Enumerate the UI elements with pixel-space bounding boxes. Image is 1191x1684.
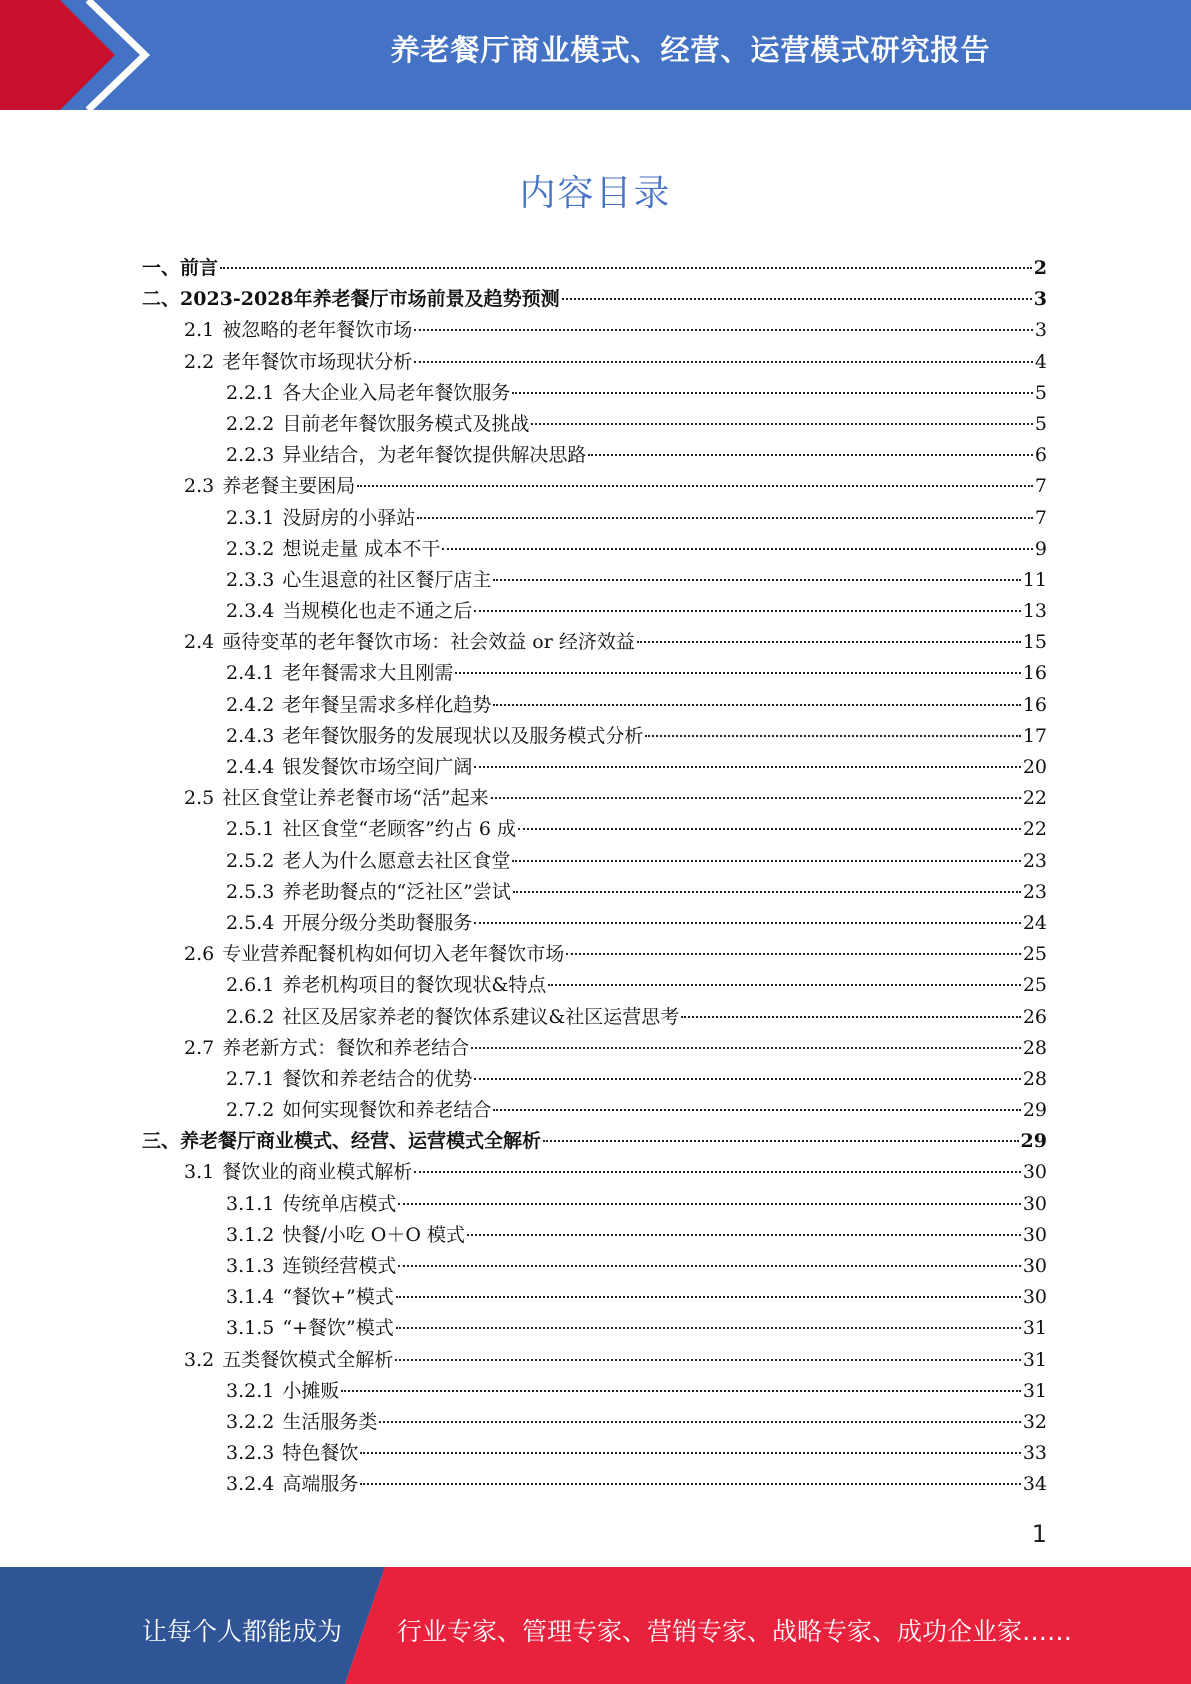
toc-entry-page: 30 — [1022, 1161, 1047, 1184]
toc-entry-title: 社区食堂“老顾客”约占 6 成 — [282, 818, 516, 841]
toc-entry-page: 9 — [1034, 537, 1047, 560]
toc-dot-leader — [395, 1359, 1021, 1361]
toc-dot-leader — [474, 610, 1020, 612]
toc-entry[interactable] — [142, 814, 1047, 845]
toc-entry-title: 想说走量 成本不干 — [282, 537, 441, 560]
toc-entry[interactable] — [142, 658, 1047, 689]
toc-dot-leader — [396, 1296, 1021, 1298]
toc-entry-number: 2.2 — [184, 350, 215, 373]
toc-entry-page: 28 — [1022, 1067, 1047, 1090]
toc-entry-number: 2.4 — [184, 631, 215, 654]
footer-slogan-right: 行业专家、管理专家、营销专家、战略专家、成功企业家…… — [397, 1617, 1073, 1646]
toc-entry-number: 2.5.1 — [226, 818, 275, 841]
toc-entry-page: 31 — [1022, 1379, 1047, 1402]
toc-entry[interactable] — [142, 596, 1047, 627]
toc-entry[interactable] — [142, 565, 1047, 596]
toc-dot-leader — [493, 579, 1020, 581]
toc-entry[interactable] — [142, 1251, 1047, 1282]
toc-entry-number: 3.1.4 — [226, 1286, 275, 1309]
toc-entry-title: “餐饮+”模式 — [282, 1286, 394, 1309]
report-title: 养老餐厅商业模式、经营、运营模式研究报告 — [390, 33, 991, 67]
toc-entry-title: 养老餐主要困局 — [222, 475, 356, 498]
toc-dot-leader — [417, 517, 1033, 519]
toc-entry-page: 20 — [1022, 756, 1047, 778]
toc-entry-title: 心生退意的社区餐厅店主 — [282, 568, 492, 591]
toc-entry-page: 25 — [1022, 974, 1047, 997]
toc-entry-number: 3.2 — [184, 1348, 215, 1371]
toc-entry-title: 连锁经营模式 — [282, 1255, 397, 1277]
toc-dot-leader — [455, 672, 1020, 674]
toc-entry-page: 22 — [1022, 787, 1047, 810]
toc-entry[interactable] — [142, 315, 1047, 346]
toc-entry-number: 2.7.1 — [226, 1067, 275, 1090]
toc-entry[interactable] — [142, 877, 1047, 908]
toc-dot-leader — [360, 1483, 1020, 1485]
toc-dot-leader — [414, 1171, 1021, 1173]
toc-entry[interactable] — [142, 752, 1047, 783]
toc-dot-leader — [637, 641, 1021, 643]
toc-entry-page: 7 — [1034, 475, 1047, 498]
toc-entry[interactable] — [142, 1157, 1047, 1188]
toc-entry-page: 7 — [1034, 506, 1047, 529]
toc-entry-page: 26 — [1022, 1005, 1047, 1028]
toc-entry-page: 4 — [1034, 350, 1047, 373]
toc-entry-page: 23 — [1022, 849, 1047, 872]
toc-dot-leader — [531, 423, 1033, 425]
toc-entry-number: 2.6.2 — [226, 1005, 275, 1028]
toc-entry[interactable] — [142, 378, 1047, 409]
toc-entry-title: 银发餐饮市场空间广阔 — [282, 756, 473, 778]
toc-dot-leader — [645, 735, 1020, 737]
toc-dot-leader — [566, 953, 1021, 955]
toc-entry-title: 养老机构项目的餐饮现状&特点 — [282, 974, 547, 997]
toc-entry-number: 3.2.3 — [226, 1442, 275, 1465]
toc-entry[interactable] — [142, 1064, 1047, 1095]
toc-entry[interactable] — [142, 1033, 1047, 1064]
toc-dot-leader — [474, 922, 1020, 924]
toc-entry-page: 15 — [1022, 631, 1047, 654]
toc-dot-leader — [396, 1327, 1021, 1329]
toc-entry-title: 社区食堂让养老餐市场“活”起来 — [222, 787, 489, 810]
toc-dot-leader — [562, 298, 1032, 300]
toc-entry-number: 3.1 — [184, 1161, 215, 1184]
toc-entry-title: 异业结合，为老年餐饮提供解决思路 — [282, 444, 587, 467]
toc-entry-number: 2.6 — [184, 943, 215, 966]
toc-entry-page: 30 — [1022, 1286, 1047, 1309]
toc-entry-number: 2.3.3 — [226, 568, 275, 591]
toc-entry-number: 2.5 — [184, 787, 215, 810]
toc-dot-leader — [513, 891, 1021, 893]
toc-dot-leader — [543, 1140, 1019, 1142]
toc-entry-number: 3.2.1 — [226, 1379, 275, 1402]
toc-dot-leader — [220, 267, 1032, 269]
toc-entry-title: 传统单店模式 — [282, 1192, 397, 1215]
toc-entry-title: 开展分级分类助餐服务 — [282, 911, 473, 934]
toc-entry-number: 2.4.1 — [226, 662, 275, 685]
toc-entry-title: 二、2023-2028年养老餐厅市场前景及趋势预测 — [142, 288, 560, 311]
toc-entry-title: 老年餐呈需求多样化趋势 — [282, 693, 492, 716]
toc-dot-leader — [471, 1047, 1021, 1049]
toc-entry-page: 17 — [1022, 724, 1047, 747]
toc-entry-page: 33 — [1022, 1442, 1047, 1465]
toc-dot-leader — [512, 860, 1020, 862]
toc-dot-leader — [512, 392, 1033, 394]
toc-entry[interactable] — [142, 1376, 1047, 1407]
toc-entry-page: 3 — [1034, 319, 1047, 342]
toc-entry[interactable] — [142, 846, 1047, 877]
toc-entry-number: 2.5.3 — [226, 880, 275, 903]
toc-entry-number: 3.2.4 — [226, 1473, 275, 1496]
toc-dot-leader — [379, 1421, 1020, 1423]
header-arrow-decoration — [0, 0, 170, 110]
toc-entry-title: 餐饮业的商业模式解析 — [222, 1161, 413, 1184]
toc-entry-page: 31 — [1022, 1317, 1047, 1340]
toc-entry-title: 被忽略的老年餐饮市场 — [222, 319, 413, 342]
toc-entry[interactable] — [142, 1220, 1047, 1251]
toc-entry-title: 专业营养配餐机构如何切入老年餐饮市场 — [222, 943, 565, 966]
toc-dot-leader — [548, 984, 1021, 986]
toc-entry[interactable] — [142, 1438, 1047, 1469]
toc-entry-title: 三、养老餐厅商业模式、经营、运营模式全解析 — [142, 1130, 542, 1153]
toc-entry[interactable] — [142, 970, 1047, 1001]
toc-entry-title: 亟待变革的老年餐饮市场：社会效益 or 经济效益 — [222, 631, 635, 654]
toc-entry-title: 高端服务 — [282, 1473, 359, 1496]
toc-entry-number: 2.3.1 — [226, 506, 275, 529]
toc-entry[interactable] — [142, 1189, 1047, 1220]
toc-entry-page: 30 — [1022, 1255, 1047, 1277]
toc-entry[interactable] — [142, 503, 1047, 534]
toc-entry-number: 2.2.1 — [226, 381, 275, 404]
toc-entry-page: 6 — [1034, 444, 1047, 467]
toc-entry-number: 2.2.3 — [226, 444, 275, 467]
toc-entry-page: 25 — [1022, 943, 1047, 966]
toc-entry[interactable] — [142, 1407, 1047, 1438]
header-band — [0, 0, 1191, 110]
toc-dot-leader — [518, 828, 1021, 830]
toc-entry-page: 30 — [1022, 1192, 1047, 1215]
toc-dot-leader — [493, 1109, 1020, 1111]
toc-entry[interactable] — [142, 690, 1047, 721]
toc-entry-page: 13 — [1022, 600, 1047, 623]
toc-entry-title: 社区及居家养老的餐饮体系建议&社区运营思考 — [282, 1005, 680, 1028]
toc-entry-number: 2.2.2 — [226, 412, 275, 435]
toc-entry[interactable] — [142, 1313, 1047, 1344]
toc-entry-number: 2.7.2 — [226, 1099, 275, 1122]
toc-dot-leader — [414, 329, 1033, 331]
toc-dot-leader — [474, 766, 1020, 768]
toc-entry-page: 22 — [1022, 818, 1047, 841]
toc-entry-title: 养老助餐点的“泛社区”尝试 — [282, 880, 511, 903]
toc-entry[interactable] — [142, 471, 1047, 502]
toc-entry[interactable] — [142, 1002, 1047, 1033]
toc-entry-title: 养老新方式：餐饮和养老结合 — [222, 1036, 470, 1059]
toc-entry-number: 3.1.3 — [226, 1255, 275, 1277]
page-number: 1 — [1031, 1520, 1047, 1548]
toc-dot-leader — [341, 1390, 1020, 1392]
toc-entry[interactable] — [142, 721, 1047, 752]
toc-entry[interactable] — [142, 1095, 1047, 1126]
toc-dot-leader — [493, 704, 1020, 706]
toc-entry-page: 5 — [1034, 381, 1047, 404]
toc-entry-title: 快餐/小吃 O＋O 模式 — [282, 1223, 465, 1246]
toc-entry-number: 2.4.3 — [226, 724, 275, 747]
toc-entry-number: 2.5.4 — [226, 911, 275, 934]
toc-entry-page: 28 — [1022, 1036, 1047, 1059]
footer-slogan-left: 让每个人都能成为 — [142, 1617, 343, 1646]
toc-entry[interactable] — [142, 1126, 1047, 1157]
toc-entry-page: 2 — [1033, 257, 1047, 279]
toc-entry-title: 餐饮和养老结合的优势 — [282, 1067, 473, 1090]
toc-entry[interactable] — [142, 1282, 1047, 1313]
toc-entry-number: 2.3.4 — [226, 600, 275, 623]
toc-entry-page: 3 — [1033, 288, 1047, 311]
toc-entry-number: 2.5.2 — [226, 849, 275, 872]
toc-entry-number: 2.7 — [184, 1036, 215, 1059]
toc-entry-title: 生活服务类 — [282, 1410, 378, 1433]
toc-entry-page: 30 — [1022, 1223, 1047, 1246]
toc-entry-title: 老年餐饮服务的发展现状以及服务模式分析 — [282, 724, 644, 747]
toc-entry[interactable] — [142, 284, 1047, 315]
toc-heading: 内容目录 — [519, 173, 672, 214]
toc-entry[interactable] — [142, 347, 1047, 378]
toc-entry[interactable] — [142, 1469, 1047, 1500]
toc-entry-number: 2.4.2 — [226, 693, 275, 716]
toc-entry-page: 29 — [1020, 1130, 1047, 1153]
toc-entry[interactable] — [142, 534, 1047, 565]
toc-dot-leader — [681, 1016, 1021, 1018]
toc-entry[interactable] — [142, 627, 1047, 658]
toc-entry-title: 当规模化也走不通之后 — [282, 600, 473, 623]
toc-dot-leader — [467, 1234, 1021, 1236]
toc-dot-leader — [588, 454, 1033, 456]
toc-entry-number: 3.2.2 — [226, 1410, 275, 1433]
toc-entry-number: 3.1.2 — [226, 1223, 275, 1246]
toc-dot-leader — [414, 361, 1033, 363]
toc-entry[interactable] — [142, 253, 1047, 284]
toc-dot-leader — [474, 1078, 1020, 1080]
toc-entry-page: 5 — [1034, 412, 1047, 435]
toc-entry-number: 3.1.1 — [226, 1192, 275, 1215]
toc-entry-title: 目前老年餐饮服务模式及挑战 — [282, 412, 530, 435]
toc-entry-number: 2.3.2 — [226, 537, 275, 560]
toc-entry[interactable] — [142, 1345, 1047, 1376]
toc-entry[interactable] — [142, 939, 1047, 970]
toc-entry-page: 32 — [1022, 1410, 1047, 1433]
toc-dot-leader — [442, 548, 1033, 550]
toc-entry-title: “+餐饮”模式 — [282, 1317, 394, 1340]
toc-entry-title: 五类餐饮模式全解析 — [222, 1348, 394, 1371]
toc-entry-number: 2.4.4 — [226, 756, 275, 778]
toc-entry-title: 没厨房的小驿站 — [282, 506, 416, 529]
toc-entry-title: 老人为什么愿意去社区食堂 — [282, 849, 511, 872]
toc-entry-title: 老年餐饮市场现状分析 — [222, 350, 413, 373]
toc-entry-number: 2.6.1 — [226, 974, 275, 997]
toc-entry-page: 24 — [1022, 911, 1047, 934]
toc-entry-title: 各大企业入局老年餐饮服务 — [282, 381, 511, 404]
toc-entry-page: 34 — [1022, 1473, 1047, 1496]
toc-entry-title: 一、前言 — [142, 257, 219, 279]
toc-entry[interactable] — [142, 409, 1047, 440]
toc-entry-page: 23 — [1022, 880, 1047, 903]
toc-entry[interactable] — [142, 783, 1047, 814]
table-of-contents — [142, 253, 1047, 1501]
toc-entry-title: 如何实现餐饮和养老结合 — [282, 1099, 492, 1122]
toc-entry-title: 老年餐需求大且刚需 — [282, 662, 454, 685]
toc-entry-number: 2.1 — [184, 319, 215, 342]
toc-entry-page: 31 — [1022, 1348, 1047, 1371]
footer-band — [0, 1567, 1191, 1684]
toc-dot-leader — [398, 1265, 1020, 1267]
toc-entry-page: 16 — [1022, 693, 1047, 716]
toc-entry[interactable] — [142, 908, 1047, 939]
toc-entry-number: 3.1.5 — [226, 1317, 275, 1340]
toc-entry-page: 29 — [1022, 1099, 1047, 1122]
toc-entry-title: 小摊贩 — [282, 1379, 340, 1402]
toc-entry-number: 2.3 — [184, 475, 215, 498]
toc-dot-leader — [398, 1203, 1020, 1205]
toc-dot-leader — [491, 797, 1021, 799]
toc-entry-page: 16 — [1022, 662, 1047, 685]
toc-entry-page: 11 — [1022, 568, 1047, 591]
toc-entry[interactable] — [142, 440, 1047, 471]
toc-dot-leader — [357, 485, 1033, 487]
toc-entry-title: 特色餐饮 — [282, 1442, 359, 1465]
toc-dot-leader — [360, 1452, 1020, 1454]
